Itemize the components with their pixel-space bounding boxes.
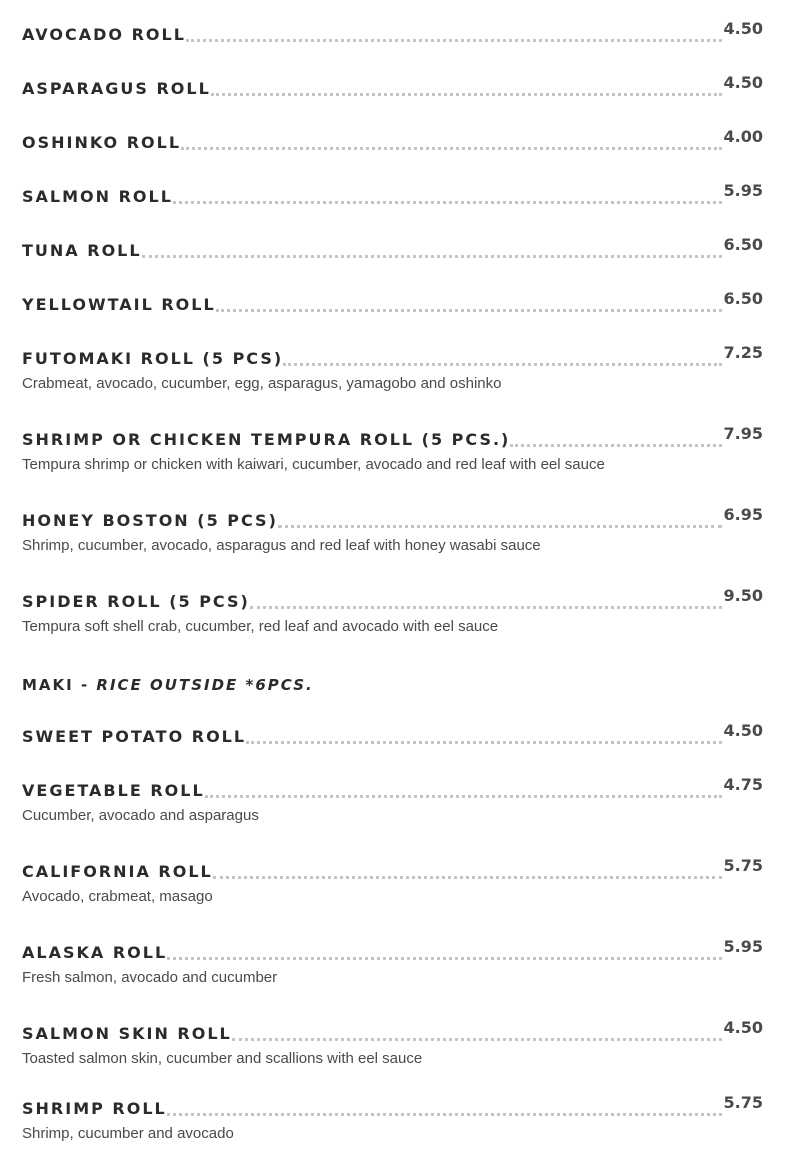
dot-leader <box>216 309 722 312</box>
item-description: Fresh salmon, avocado and cucumber <box>22 969 278 986</box>
item-description: Crabmeat, avocado, cucumber, egg, asparagus, yamagobo and oshinko <box>22 375 502 392</box>
item-name: SHRIMP ROLL <box>22 1099 167 1118</box>
item-name: AVOCADO ROLL <box>22 25 186 44</box>
item-description: Shrimp, cucumber, avocado, asparagus and red leaf with honey wasabi sauce <box>22 537 541 554</box>
item-name: YELLOWTAIL ROLL <box>22 295 216 314</box>
menu-item-line <box>22 343 763 373</box>
section-heading-subtitle: RICE OUTSIDE *6PCS. <box>96 676 314 694</box>
item-price: 4.50 <box>723 19 763 38</box>
menu-item-line <box>22 289 763 319</box>
menu-item-line <box>22 424 763 454</box>
item-price: 7.25 <box>723 343 763 362</box>
menu-item <box>22 289 763 319</box>
item-price: 4.00 <box>723 127 763 146</box>
dot-leader <box>142 255 722 258</box>
menu-item-line <box>22 721 763 751</box>
item-name: ALASKA ROLL <box>22 943 168 962</box>
menu-item-line <box>22 937 763 967</box>
item-price: 7.95 <box>723 424 763 443</box>
item-price: 6.50 <box>723 289 763 308</box>
dot-leader <box>205 795 722 798</box>
menu-item-line <box>22 73 763 103</box>
item-description: Tempura shrimp or chicken with kaiwari, cucumber, avocado and red leaf with eel sauce <box>22 456 605 473</box>
item-price: 4.75 <box>723 775 763 794</box>
menu-item-line <box>22 19 763 49</box>
menu-item <box>22 937 763 986</box>
dot-leader <box>173 201 722 204</box>
dot-leader <box>278 525 722 528</box>
dot-leader <box>510 444 721 447</box>
menu-item <box>22 1018 763 1067</box>
menu-item-line <box>22 1018 763 1048</box>
item-name: SALMON ROLL <box>22 187 173 206</box>
menu-item <box>22 181 763 211</box>
item-price: 5.75 <box>723 856 763 875</box>
menu-item <box>22 775 763 824</box>
menu-item <box>22 19 763 49</box>
item-description: Avocado, crabmeat, masago <box>22 888 213 905</box>
item-name: VEGETABLE ROLL <box>22 781 205 800</box>
item-price: 6.50 <box>723 235 763 254</box>
dot-leader <box>213 876 722 879</box>
item-name: SPIDER ROLL (5 PCS) <box>22 592 250 611</box>
menu-item-line <box>22 856 763 886</box>
item-price: 4.50 <box>723 1018 763 1037</box>
item-price: 9.50 <box>723 586 763 605</box>
dot-leader <box>246 741 721 744</box>
item-name: TUNA ROLL <box>22 241 142 260</box>
item-price: 5.95 <box>723 181 763 200</box>
section-heading-prefix: MAKI - <box>22 676 97 694</box>
menu-item <box>22 127 763 157</box>
item-price: 4.50 <box>723 721 763 740</box>
menu-item-line <box>22 775 763 805</box>
menu-item-line <box>22 586 763 616</box>
menu-item <box>22 856 763 905</box>
item-description: Toasted salmon skin, cucumber and scallions with eel sauce <box>22 1050 423 1067</box>
dot-leader <box>186 39 722 42</box>
menu-item-line <box>22 181 763 211</box>
menu-item-line <box>22 127 763 157</box>
item-name: SALMON SKIN ROLL <box>22 1024 232 1043</box>
item-name: CALIFORNIA ROLL <box>22 862 213 881</box>
dot-leader <box>167 957 721 960</box>
dot-leader <box>250 606 722 609</box>
menu-item <box>22 586 763 635</box>
menu-item <box>22 235 763 265</box>
item-description: Cucumber, avocado and asparagus <box>22 807 259 824</box>
menu-item <box>22 721 763 751</box>
item-name: ASPARAGUS ROLL <box>22 79 211 98</box>
menu-item <box>22 424 763 473</box>
item-price: 4.50 <box>723 73 763 92</box>
item-name: FUTOMAKI ROLL (5 PCS) <box>22 349 284 368</box>
item-description: Tempura soft shell crab, cucumber, red leaf and avocado with eel sauce <box>22 618 499 635</box>
menu-item-line <box>22 235 763 265</box>
menu-item <box>22 73 763 103</box>
item-name: SWEET POTATO ROLL <box>22 727 247 746</box>
menu-item-line <box>22 1093 763 1123</box>
dot-leader <box>181 147 721 150</box>
item-name: OSHINKO ROLL <box>22 133 182 152</box>
dot-leader <box>232 1038 722 1041</box>
dot-leader <box>283 363 721 366</box>
dot-leader <box>167 1113 722 1116</box>
item-price: 5.75 <box>723 1093 763 1112</box>
item-name: SHRIMP OR CHICKEN TEMPURA ROLL (5 PCS.) <box>22 430 511 449</box>
menu-item <box>22 505 763 554</box>
menu-item <box>22 343 763 392</box>
item-price: 6.95 <box>723 505 763 524</box>
item-name: HONEY BOSTON (5 PCS) <box>22 511 278 530</box>
menu-item <box>22 1093 763 1142</box>
item-description: Shrimp, cucumber and avocado <box>22 1125 234 1142</box>
section-heading <box>22 676 314 694</box>
item-price: 5.95 <box>723 937 763 956</box>
menu-item-line <box>22 505 763 535</box>
dot-leader <box>211 93 722 96</box>
